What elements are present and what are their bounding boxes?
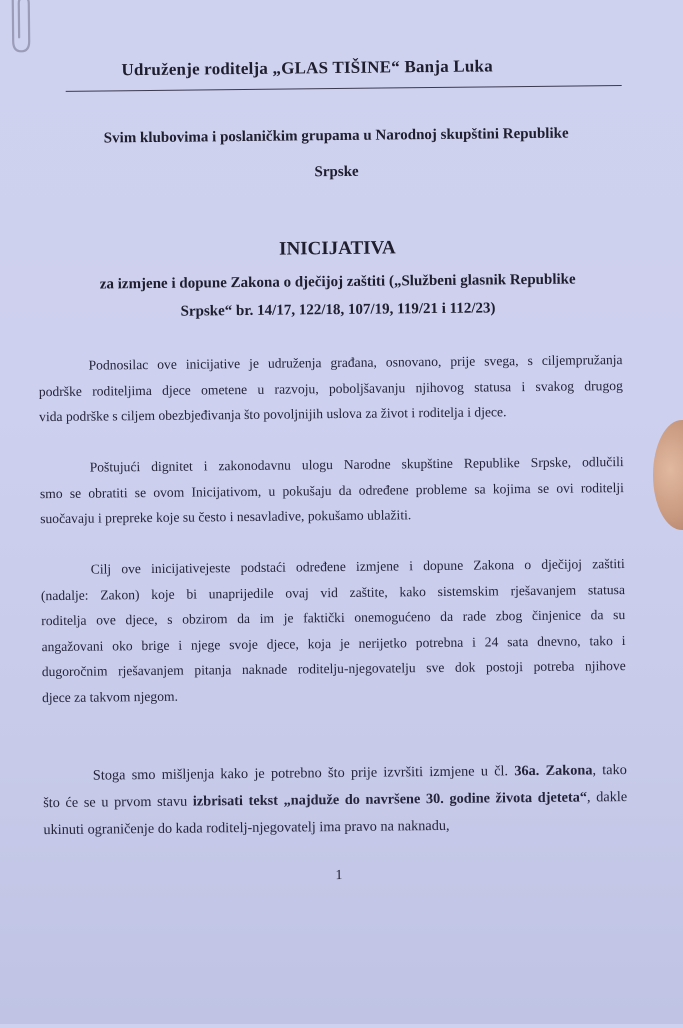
paragraph-line: Podnosilac ove inicijative je udruženja građana, osnovano, prije svega, s ciljempružanja (88, 352, 623, 373)
text-run: , dakle (586, 789, 628, 806)
paragraph-line: Cilj ove inicijativejeste podstaći određene izmjene i dopune Zakona o dječijoj zaštiti (90, 556, 625, 577)
paragraph-line: (nadalje: Zakon) koje bi unaprijedile ovaj vid zaštite, kako sistemskim rješavanjem statusa (40, 581, 626, 603)
page-number: 1 (335, 867, 343, 884)
bold-article-reference: 36a. Zakona (514, 762, 593, 780)
organization-header: Udruženje roditelja „GLAS TIŠINE“ Banja Luka (121, 56, 493, 80)
paragraph-line: podrške roditeljima djece ometene u razvoju, poboljšavanju njihovog statusa i svakog drugog (38, 377, 623, 399)
bold-deletion-text: izbrisati tekst „najduže do navršene 30. godine života djeteta“ (192, 789, 588, 810)
text-run: što će se u prvom stavu (43, 793, 193, 812)
paragraph-line: suočavaju i prepreke koje su često i nesavladive, pokušamo ublažiti. (40, 507, 412, 527)
paragraph-goal (41, 551, 627, 710)
paragraph-proposal (43, 757, 628, 844)
text-run: Stoga smo mišljenja kako je potrebno što prije izvršiti izmjene u čl. (92, 763, 515, 784)
recipient-line-1: Svim klubovima i poslaničkim grupama u Narodnoj skupštini Republike (103, 125, 569, 147)
paragraph-respect (40, 449, 625, 532)
paragraph-line: vida podrške s ciljem obezbjeđivanja što povoljnijih uslova za život i roditelja i djece. (39, 404, 507, 425)
paragraph-purpose (38, 347, 623, 430)
document-subtitle (56, 265, 621, 327)
document-title: INICIJATIVA (279, 237, 396, 260)
header-divider (66, 85, 622, 92)
paragraph-line: Poštujući dignitet i zakonodavnu ulogu Narodne skupštine Republike Srpske, odlučili (89, 454, 624, 475)
text-run: , tako (592, 762, 627, 779)
paragraph-line: dugoročnim rješavanjem pitanja naknade roditelju-njegovatelju sve dok postoji potreba njihove (41, 658, 626, 680)
paperclip-icon (3, 0, 38, 56)
paragraph-line: angažovani oko brige i njege svoje djece, koja je nerijetko potrebna i 24 sata dnevno, tako i (41, 632, 626, 654)
subtitle-line-2: Srpske“ br. 14/17, 122/18, 107/19, 119/21 i 112/23) (180, 300, 496, 320)
paragraph-line: roditelja ove djece, s obzirom da im je faktički onemogućeno da rade zbog činjenice da su (41, 607, 626, 629)
recipient-block (56, 115, 617, 193)
subtitle-line-1: za izmjene i dopune Zakona o dječijoj zaštiti („Službeni glasnik Republike (99, 271, 576, 293)
paragraph-line: smo se obratiti se ovom Inicijativom, u pokušaju da određene probleme sa kojima se ovi roditelji (39, 479, 624, 501)
paragraph-line: ukinuti ograničenje do kada roditelj-njegovatelj ima pravo na naknadu, (43, 817, 450, 839)
recipient-line-2: Srpske (314, 163, 359, 181)
paragraph-line: djece za takvom njegom. (41, 688, 179, 705)
